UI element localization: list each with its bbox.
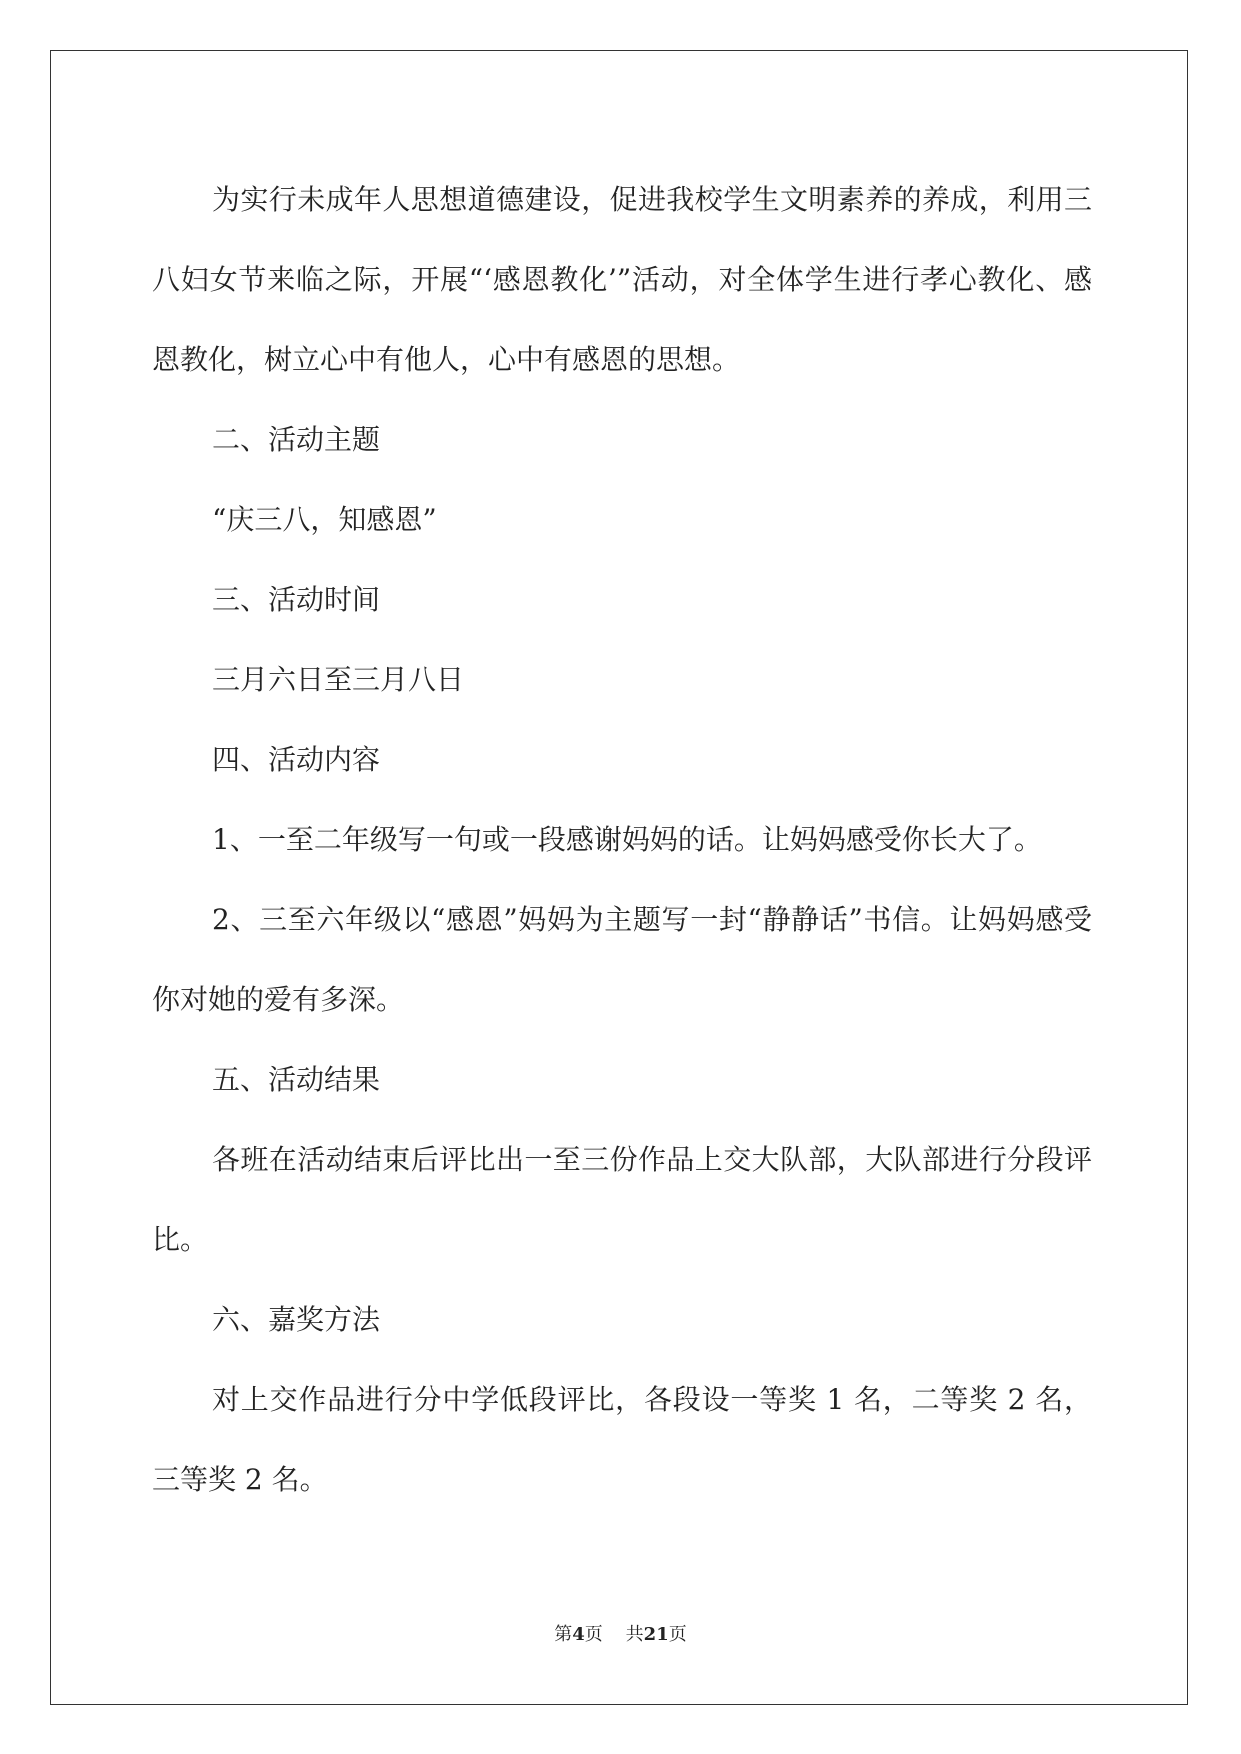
footer-prefix: 第	[554, 1624, 573, 1645]
document-body	[152, 160, 1092, 1520]
heading-activity-content: 四、活动内容	[212, 743, 381, 776]
heading-activity-result: 五、活动结果	[212, 1063, 381, 1096]
paragraph-time: 三月六日至三月八日	[212, 663, 465, 696]
paragraph-award: 对上交作品进行分中学低段评比，各段设一等奖 1 名，二等奖 2 名，三等奖 2 名。	[152, 1383, 1092, 1496]
total-pages-number: 21	[643, 1624, 669, 1645]
footer-page-suffix: 页	[584, 1624, 603, 1645]
page-footer	[0, 1620, 1241, 1646]
heading-activity-time: 三、活动时间	[212, 583, 381, 616]
paragraph-intro: 为实行未成年人思想道德建设，促进我校学生文明素养的养成，利用三八妇女节来临之际，开展“‘感恩教化’”活动，对全体学生进行孝心教化、感恩教化，树立心中有他人，心中有感恩的思想。	[152, 183, 1092, 376]
current-page-number: 4	[572, 1624, 585, 1645]
heading-award-method: 六、嘉奖方法	[212, 1303, 381, 1336]
paragraph-content-item-2: 2、三至六年级以“感恩”妈妈为主题写一封“静静话”书信。让妈妈感受你对她的爱有多深。	[152, 903, 1092, 1016]
paragraph-content-item-1: 1、一至二年级写一句或一段感谢妈妈的话。让妈妈感受你长大了。	[212, 823, 1042, 856]
footer-total-prefix: 共	[625, 1624, 644, 1645]
paragraph-theme: “庆三八，知感恩”	[212, 503, 437, 536]
footer-total-suffix: 页	[668, 1624, 687, 1645]
heading-activity-theme: 二、活动主题	[212, 423, 381, 456]
paragraph-result: 各班在活动结束后评比出一至三份作品上交大队部，大队部进行分段评比。	[152, 1143, 1092, 1256]
